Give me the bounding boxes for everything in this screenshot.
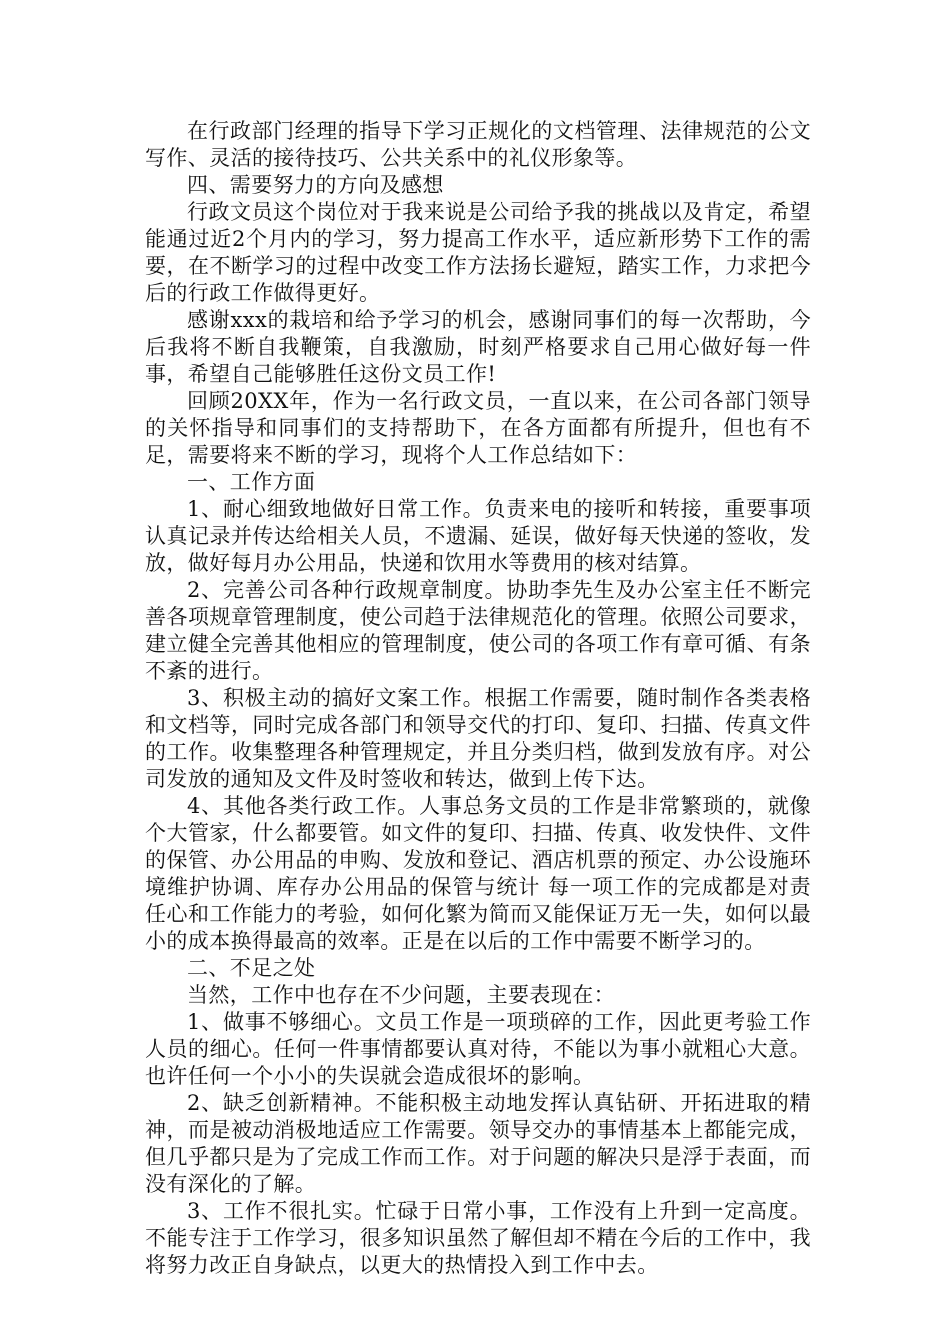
heading-shortcomings: 二、不足之处 [187,956,316,980]
paragraph-item-1-daily-work: 1、耐心细致地做好日常工作。负责来电的接听和转接，重要事项认真记录并传达给相关人员，不遗漏、延误，做好每天快递的签收，发放，做好每月办公用品，快递和饮用水等费用的核对结算。 [145,497,811,575]
paragraph-problems-intro: 当然，工作中也存在不少问题，主要表现在： [187,983,615,1007]
paragraph-challenge: 行政文员这个岗位对于我来说是公司给予我的挑战以及肯定，希望能通过近2个月内的学习，努力提高工作水平，适应新形势下工作的需要，在不断学习的过程中改变工作方法扬长避短，踏实工作，力求把今后的行政工作做得更好。 [145,200,811,305]
paragraph-shortcoming-2: 2、缺乏创新精神。不能积极主动地发挥认真钻研、开拓进取的精神，而是被动消极地适应工作需要。领导交办的事情基本上都能完成，但几乎都只是为了完成工作而工作。对于问题的解决只是浮于表面，而没有深化的了解。 [145,1091,811,1196]
paragraph-thanks: 感谢xxx的栽培和给予学习的机会，感谢同事们的每一次帮助，今后我将不断自我鞭策，自我激励，时刻严格要求自己用心做好每一件事，希望自己能够胜任这份文员工作! [145,308,811,386]
heading-direction-feelings: 四、需要努力的方向及感想 [187,173,444,197]
paragraph-item-2-regulations: 2、完善公司各种行政规章制度。协助李先生及办公室主任不断完善各项规章管理制度，使公司趋于法律规范化的管理。依照公司要求，建立健全完善其他相应的管理制度，使公司的各项工作有章可循、有条不紊的进行。 [145,578,811,683]
paragraph-item-4-admin-work: 4、其他各类行政工作。人事总务文员的工作是非常繁琐的，就像个大管家，什么都要管。如文件的复印、扫描、传真、收发快件、文件的保管、办公用品的申购、发放和登记、酒店机票的预定、办公设施环境维护协调、库存办公用品的保管与统计 每一项工作的完成都是对责任心和工作能力的考验，如何化繁为简而又能保证万无一失，如何以最小的成本换得最高的效率。正是在以后的工作中需要不断学习的。 [145,794,811,953]
heading-work-aspects: 一、工作方面 [187,470,316,494]
paragraph-review: 回顾20XX年，作为一名行政文员，一直以来，在公司各部门领导的关怀指导和同事们的支持帮助下，在各方面都有所提升，但也有不足，需要将来不断的学习，现将个人工作总结如下： [145,389,811,467]
paragraph-item-3-documents: 3、积极主动的搞好文案工作。根据工作需要，随时制作各类表格和文档等，同时完成各部门和领导交代的打印、复印、扫描、传真文件的工作。收集整理各种管理规定，并且分类归档，做到发放有序。对公司发放的通知及文件及时签收和转达，做到上传下达。 [145,686,811,791]
document-body [145,118,811,1279]
paragraph-training: 在行政部门经理的指导下学习正规化的文档管理、法律规范的公文写作、灵活的接待技巧、公共关系中的礼仪形象等。 [145,119,811,170]
paragraph-shortcoming-3: 3、工作不很扎实。忙碌于日常小事，工作没有上升到一定高度。不能专注于工作学习，很多知识虽然了解但却不精在今后的工作中，我将努力改正自身缺点，以更大的热情投入到工作中去。 [145,1199,811,1277]
paragraph-shortcoming-1: 1、做事不够细心。文员工作是一项琐碎的工作，因此更考验工作人员的细心。任何一件事情都要认真对待，不能以为事小就粗心大意。也许任何一个小小的失误就会造成很坏的影响。 [145,1010,811,1088]
